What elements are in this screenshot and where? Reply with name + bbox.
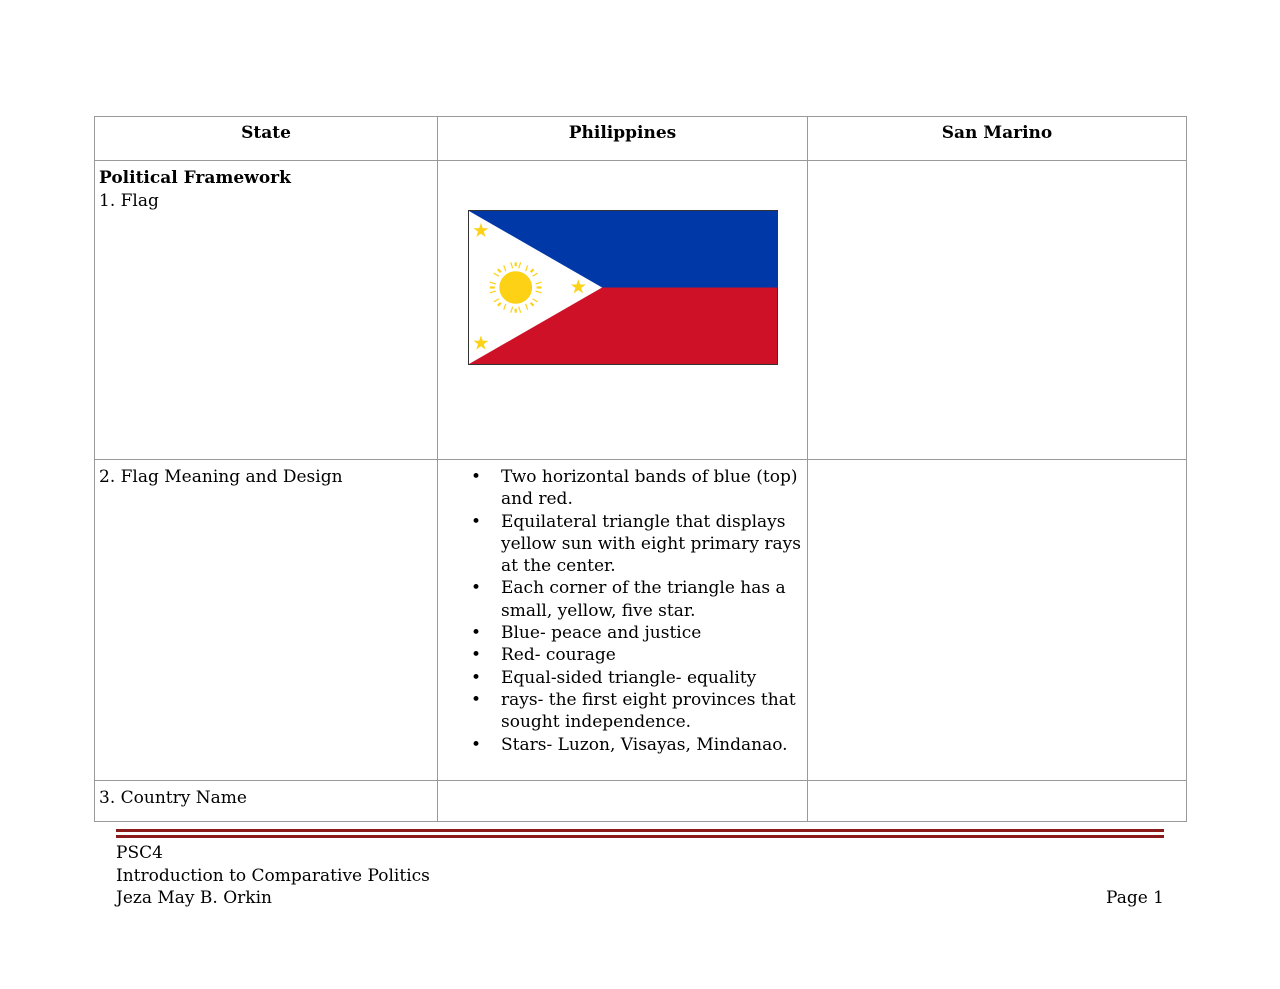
san-marino-meaning-cell bbox=[808, 460, 1187, 781]
course-title: Introduction to Comparative Politics bbox=[116, 865, 430, 886]
section-title: Political Framework bbox=[99, 168, 291, 188]
san-marino-flag-cell bbox=[808, 161, 1187, 460]
row-label-flag: 1. Flag bbox=[99, 190, 159, 211]
footer-rule-bottom bbox=[116, 835, 1164, 838]
country-name-label-cell bbox=[95, 781, 438, 822]
flag-label-cell bbox=[95, 161, 438, 460]
list-item: • Equilateral triangle that displays yellow sun with eight primary rays at the center. bbox=[501, 511, 807, 578]
flag-meaning-list bbox=[438, 466, 807, 756]
header-row bbox=[95, 117, 1187, 161]
philippines-flag-image bbox=[468, 210, 778, 365]
list-item: • Stars- Luzon, Visayas, Mindanao. bbox=[501, 734, 807, 756]
header-state: State bbox=[95, 117, 438, 161]
list-item: • Blue- peace and justice bbox=[501, 622, 807, 644]
list-item: • Red- courage bbox=[501, 644, 807, 666]
header-san-marino: San Marino bbox=[808, 117, 1187, 161]
page-footer bbox=[116, 842, 1164, 910]
philippines-country-name-cell bbox=[438, 781, 808, 822]
row-label-meaning: 2. Flag Meaning and Design bbox=[99, 467, 343, 487]
header-philippines: Philippines bbox=[438, 117, 808, 161]
author-name: Jeza May B. Orkin bbox=[116, 888, 272, 908]
list-item: • Equal-sided triangle- equality bbox=[501, 667, 807, 689]
meaning-label-cell bbox=[95, 460, 438, 781]
page-number: Page 1 bbox=[1106, 888, 1164, 908]
philippines-flag-cell bbox=[438, 161, 808, 460]
list-item: • rays- the first eight provinces that sought independence. bbox=[501, 689, 807, 734]
list-item: • Two horizontal bands of blue (top) and red. bbox=[501, 466, 807, 511]
list-item: • Each corner of the triangle has a small, yellow, five star. bbox=[501, 577, 807, 622]
san-marino-country-name-cell bbox=[808, 781, 1187, 822]
footer-rule-top bbox=[116, 829, 1164, 832]
comparison-table bbox=[94, 116, 1187, 822]
philippines-meaning-cell bbox=[438, 460, 808, 781]
flag-row bbox=[95, 161, 1187, 460]
course-code: PSC4 bbox=[116, 843, 163, 863]
flag-meaning-row bbox=[95, 460, 1187, 781]
country-name-row bbox=[95, 781, 1187, 822]
row-label-country-name: 3. Country Name bbox=[99, 788, 247, 808]
